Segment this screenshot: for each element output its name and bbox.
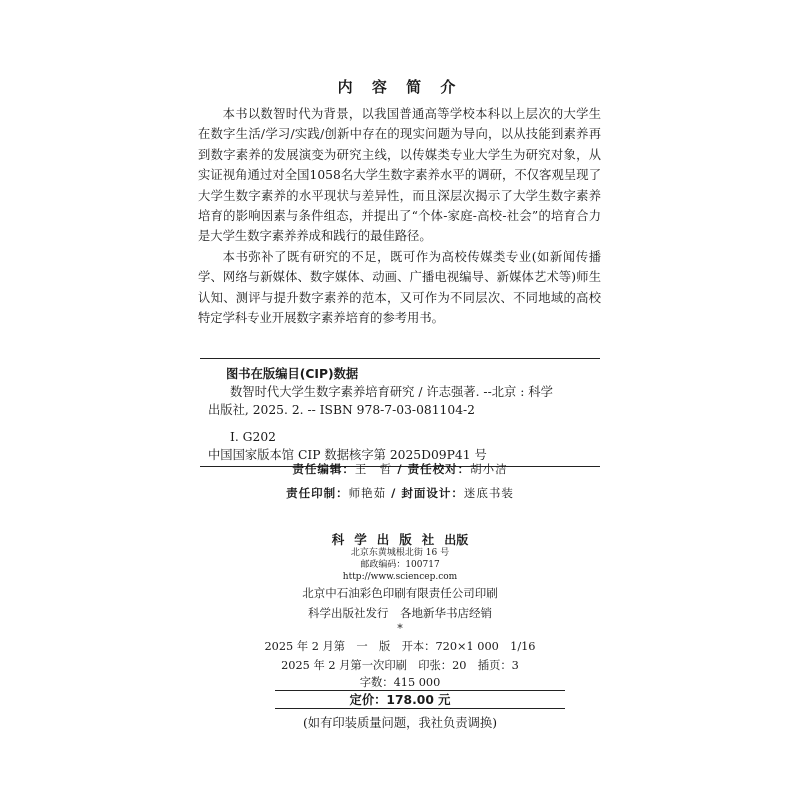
- distribution-line: 科学出版社发行 各地新华书店经销: [308, 606, 492, 620]
- price: 定价：178.00 元: [349, 693, 451, 707]
- cip-line: 数智时代大学生数字素养培育研究 / 许志强著. --北京 : 科学: [230, 385, 553, 399]
- printer-line: 北京中石油彩色印刷有限责任公司印刷: [302, 586, 498, 600]
- publisher-address: 北京东黄城根北街 16 号: [350, 548, 450, 558]
- print-manager-name: 师艳茹: [348, 486, 387, 500]
- cover-label: / 封面设计：: [391, 486, 464, 500]
- cip-classification: Ⅰ. G202: [230, 430, 276, 444]
- publisher-suffix: 出版: [444, 533, 469, 547]
- book-introduction: [198, 104, 601, 328]
- publisher-postcode: 邮政编码：100717: [360, 560, 440, 570]
- cip-number: 中国国家版本馆 CIP 数据核字第 2025D09P41 号: [208, 448, 487, 462]
- page-title: 内 容 简 介: [337, 78, 463, 96]
- proofreader-label: / 责任校对：: [397, 462, 471, 476]
- publisher-logo: 科学出版社: [331, 532, 445, 547]
- word-count: 字数：415 000: [359, 676, 441, 689]
- editor-label: 责任编辑：: [292, 462, 355, 476]
- quality-notice: (如有印装质量问题，我社负责调换): [302, 716, 498, 730]
- publisher-url: http://www.sciencep.com: [342, 572, 458, 582]
- intro-paragraph: 本书以数智时代为背景，以我国普通高等学校本科以上层次的大学生在数字生活/学习/实践/创新中存在的现实问题为导向，以从技能到素养再到数字素养的发展演变为研究主线，以传媒类专业大学生为研究对象，从实证视角通过对全国1058名大学生数字素养水平的调研，不仅客观呈现了大学生数字素养的水平现状与差异性，而且深层次揭示了大学生数字素养培育的影响因素与条件组态，并提出了“个体-家庭-高校-社会”的培育合力是大学生数字素养养成和践行的最佳路径。: [198, 107, 601, 244]
- publisher-line: [0, 530, 800, 548]
- cip-heading: 图书在版编目(CIP)数据: [226, 367, 359, 381]
- credits-editor-line: [0, 461, 800, 477]
- cip-line: 出版社, 2025. 2. -- ISBN 978-7-03-081104-2: [208, 403, 475, 417]
- cip-block: [200, 358, 600, 467]
- editor-name: 王 哲: [354, 462, 393, 476]
- print-label: 责任印制：: [286, 486, 349, 500]
- proofreader-name: 胡小洁: [470, 462, 508, 476]
- credits-print-line: [0, 485, 800, 501]
- separator-star: *: [397, 622, 403, 635]
- impression-line: 2025 年 2 月第一次印刷 印张：20 插页：3: [281, 659, 519, 672]
- intro-paragraph: 本书弥补了既有研究的不足，既可作为高校传媒类专业(如新闻传播学、网络与新媒体、数字媒体、动画、广播电视编导、新媒体艺术等)师生认知、测评与提升数字素养的范本，又可作为不同层次、不同地域的高校特定学科专业开展数字素养培育的参考用书。: [198, 249, 601, 326]
- cover-designer-name: 迷底书装: [463, 486, 514, 500]
- cip-record: [200, 383, 600, 464]
- divider: [200, 358, 600, 359]
- divider: [275, 708, 565, 709]
- edition-line: 2025 年 2 月第 一 版 开本：720×1 000 1/16: [264, 640, 536, 653]
